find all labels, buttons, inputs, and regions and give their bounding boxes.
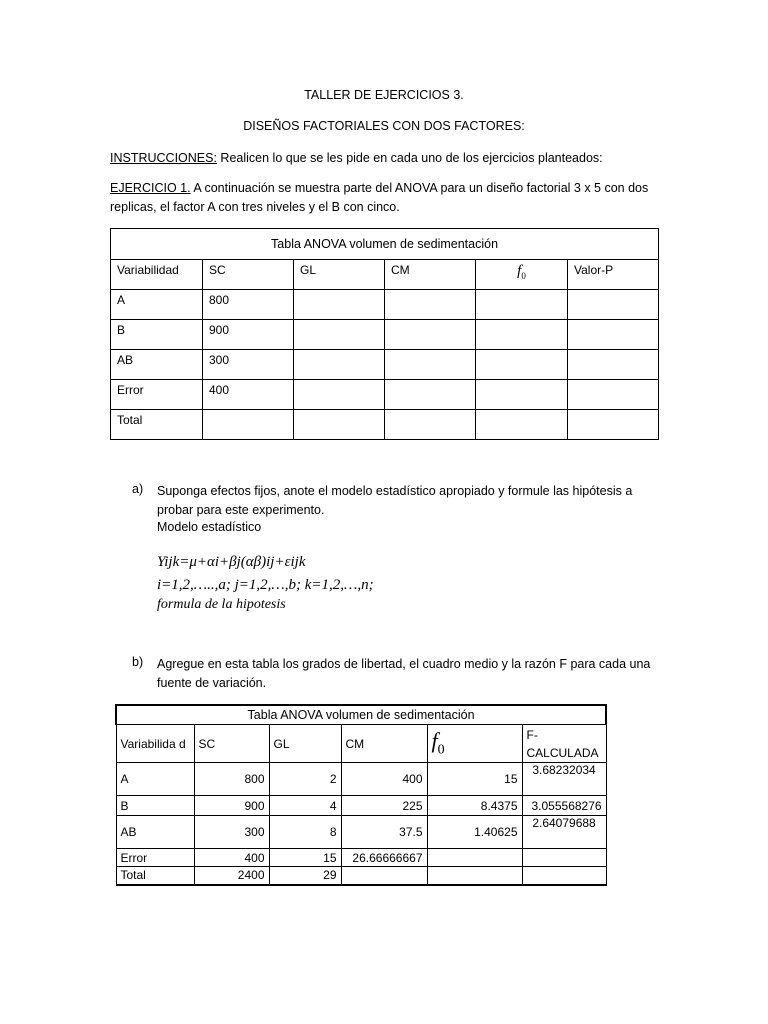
table-caption: Tabla ANOVA volumen de sedimentación (111, 229, 659, 260)
cell (203, 410, 294, 440)
cell: 300 (194, 816, 269, 849)
anova-table-filled (115, 704, 607, 886)
document-subtitle: DISEÑOS FACTORIALES CON DOS FACTORES: (243, 119, 525, 133)
header-cell: GL (269, 725, 341, 763)
cell: 3.68232034 (522, 763, 606, 796)
question-b-text: Agregue en esta tabla los grados de libertad, el cuadro medio y la razón F para cada una fuente de variación. (157, 657, 651, 690)
cell (568, 290, 659, 320)
cell: 15 (269, 849, 341, 867)
cell: 26.66666667 (341, 849, 427, 867)
instructions (110, 149, 670, 168)
model-label: Modelo estadístico (157, 520, 262, 534)
cell: B (111, 320, 203, 350)
cell: 300 (203, 350, 294, 380)
header-cell: SC (203, 260, 294, 290)
cell: 225 (341, 796, 427, 816)
cell (522, 849, 606, 867)
header-cell: F- CALCULADA (522, 725, 606, 763)
table-row (116, 763, 606, 796)
cell (522, 867, 606, 885)
f-symbol: f (517, 263, 522, 279)
cell (427, 867, 522, 885)
f-symbol: f (431, 728, 438, 754)
cell: AB (111, 350, 203, 380)
table-row (111, 320, 659, 350)
cell (568, 380, 659, 410)
cell: 400 (203, 380, 294, 410)
cell: 3.055568276 (522, 796, 606, 816)
cell: Total (116, 867, 194, 885)
cell: 2 (269, 763, 341, 796)
cell: 15 (427, 763, 522, 796)
cell: A (116, 763, 194, 796)
cell (427, 849, 522, 867)
header-cell: CM (341, 725, 427, 763)
header-cell: GL (294, 260, 385, 290)
cell (476, 350, 568, 380)
cell (385, 320, 476, 350)
exercise-1-label: EJERCICIO 1. (110, 181, 191, 195)
cell: Error (116, 849, 194, 867)
cell (294, 350, 385, 380)
cell: 8 (269, 816, 341, 849)
header-cell: SC (194, 725, 269, 763)
cell: 29 (269, 867, 341, 885)
table-row (111, 410, 659, 440)
table-header-row (111, 260, 659, 290)
cell (476, 380, 568, 410)
f-subscript: 0 (521, 271, 526, 281)
cell: 1.40625 (427, 816, 522, 849)
cell: AB (116, 816, 194, 849)
table-row (111, 290, 659, 320)
header-cell: Variabilidad (111, 260, 203, 290)
question-a-marker: a) (132, 482, 144, 496)
exercise-1 (110, 179, 660, 217)
cell: 400 (194, 849, 269, 867)
cell: 2400 (194, 867, 269, 885)
table-row (111, 350, 659, 380)
cell (476, 320, 568, 350)
hypothesis-label: formula de la hipotesis (157, 597, 286, 612)
cell: 900 (194, 796, 269, 816)
cell: Error (111, 380, 203, 410)
cell (568, 410, 659, 440)
table-header-row (116, 725, 606, 763)
cell (294, 320, 385, 350)
exercise-1-text: A continuación se muestra parte del ANOVA para un diseño factorial 3 x 5 con dos replicas, el factor A con tres niveles y el B con cinco. (110, 181, 649, 214)
cell (385, 290, 476, 320)
cell: 800 (203, 290, 294, 320)
question-b-marker: b) (132, 655, 144, 669)
cell: 400 (341, 763, 427, 796)
cell (294, 410, 385, 440)
header-cell: Valor-P (568, 260, 659, 290)
table-row (116, 849, 606, 867)
table-row (116, 796, 606, 816)
document-title: TALLER DE EJERCICIOS 3. (304, 88, 464, 102)
question-a-text: Suponga efectos fijos, anote el modelo estadístico apropiado y formule las hipótesis a probar para este experimento. (157, 484, 633, 517)
cell: B (116, 796, 194, 816)
table-row (116, 816, 606, 849)
cell (385, 380, 476, 410)
cell (385, 410, 476, 440)
cell: 4 (269, 796, 341, 816)
cell (294, 380, 385, 410)
anova-table-blank (110, 228, 659, 440)
cell: 37.5 (341, 816, 427, 849)
index-ranges: i=1,2,…..,a; j=1,2,…,b; k=1,2,…,n; (157, 577, 374, 593)
cell: 8.4375 (427, 796, 522, 816)
cell: 2.64079688 (522, 816, 606, 849)
model-equation: Yijk=μ+αi+βj(αβ)ij+εijk (157, 554, 306, 570)
cell: Total (111, 410, 203, 440)
cell: A (111, 290, 203, 320)
cell (568, 350, 659, 380)
f-subscript: 0 (437, 742, 445, 758)
instructions-label: INSTRUCCIONES: (110, 151, 217, 165)
header-cell: Variabilida d (116, 725, 194, 763)
cell (294, 290, 385, 320)
cell (476, 410, 568, 440)
header-cell-f0 (476, 260, 568, 290)
header-cell: CM (385, 260, 476, 290)
cell: 900 (203, 320, 294, 350)
cell: 800 (194, 763, 269, 796)
cell (568, 320, 659, 350)
header-cell-f0 (427, 725, 522, 763)
instructions-text: Realicen lo que se les pide en cada uno de los ejercicios planteados: (216, 151, 603, 165)
cell (476, 290, 568, 320)
cell (385, 350, 476, 380)
table-caption: Tabla ANOVA volumen de sedimentación (116, 705, 606, 725)
table-row (111, 380, 659, 410)
table-row (116, 867, 606, 885)
cell (341, 867, 427, 885)
